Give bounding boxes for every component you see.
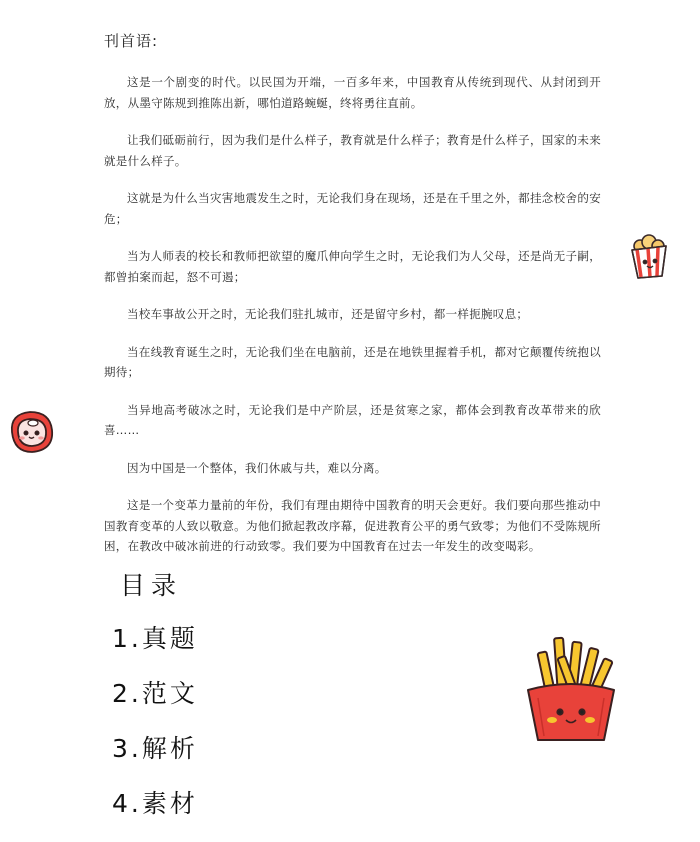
popcorn-sticker-icon: [624, 232, 674, 280]
toc-title: 目录: [120, 571, 183, 600]
meat-sticker-icon: [4, 406, 58, 458]
preface-paragraph: 这是一个剧变的时代。以民国为开端，一百多年来，中国教育从传统到现代、从封闭到开放，从墨守陈规到推陈出新，哪怕道路蜿蜒，终将勇往直前。: [104, 75, 601, 110]
preface-paragraph: 当在线教育诞生之时，无论我们坐在电脑前，还是在地铁里握着手机，都对它颠覆传统抱以期待；: [104, 344, 601, 379]
preface-paragraph: 当为人师表的校长和教师把欲望的魔爪伸向学生之时，无论我们为人父母，还是尚无子嗣，都曾拍案而起，怒不可遏；: [104, 249, 601, 284]
fries-sticker-icon: [520, 632, 622, 744]
toc-item-exam-questions[interactable]: 1.真题: [112, 624, 198, 653]
toc-item-analysis[interactable]: 3.解析: [112, 734, 198, 763]
preface-paragraph: 让我们砥砺前行，因为我们是什么样子，教育就是什么样子；教育是什么样子，国家的未来就是什么样子。: [104, 133, 601, 168]
preface-paragraph: 当异地高考破冰之时，无论我们是中产阶层，还是贫寒之家，都体会到教育改革带来的欣喜……: [104, 402, 601, 437]
preface-paragraph: 这就是为什么当灾害地震发生之时，无论我们身在现场，还是在千里之外，都挂念校舍的安危；: [104, 191, 601, 226]
preface-paragraph: 这是一个变革力量前的年份，我们有理由期待中国教育的明天会更好。我们要向那些推动中国教育变革的人致以敬意。为他们掀起教改序幕，促进教育公平的勇气致零；为他们不受陈规所困，在教改中破冰前进的行动致零。我们要为中国教育在过去一年发生的改变喝彩。: [104, 498, 601, 553]
preface-heading: 刊首语:: [104, 32, 159, 50]
preface-paragraph: 当校车事故公开之时，无论我们驻扎城市，还是留守乡村，都一样扼腕叹息；: [127, 307, 529, 321]
toc-item-materials[interactable]: 4.素材: [112, 789, 198, 818]
preface-paragraph: 因为中国是一个整体，我们休戚与共，难以分离。: [127, 460, 387, 475]
preface-article: [104, 72, 601, 557]
table-of-contents: [112, 622, 198, 842]
toc-item-model-essays[interactable]: 2.范文: [112, 679, 198, 708]
